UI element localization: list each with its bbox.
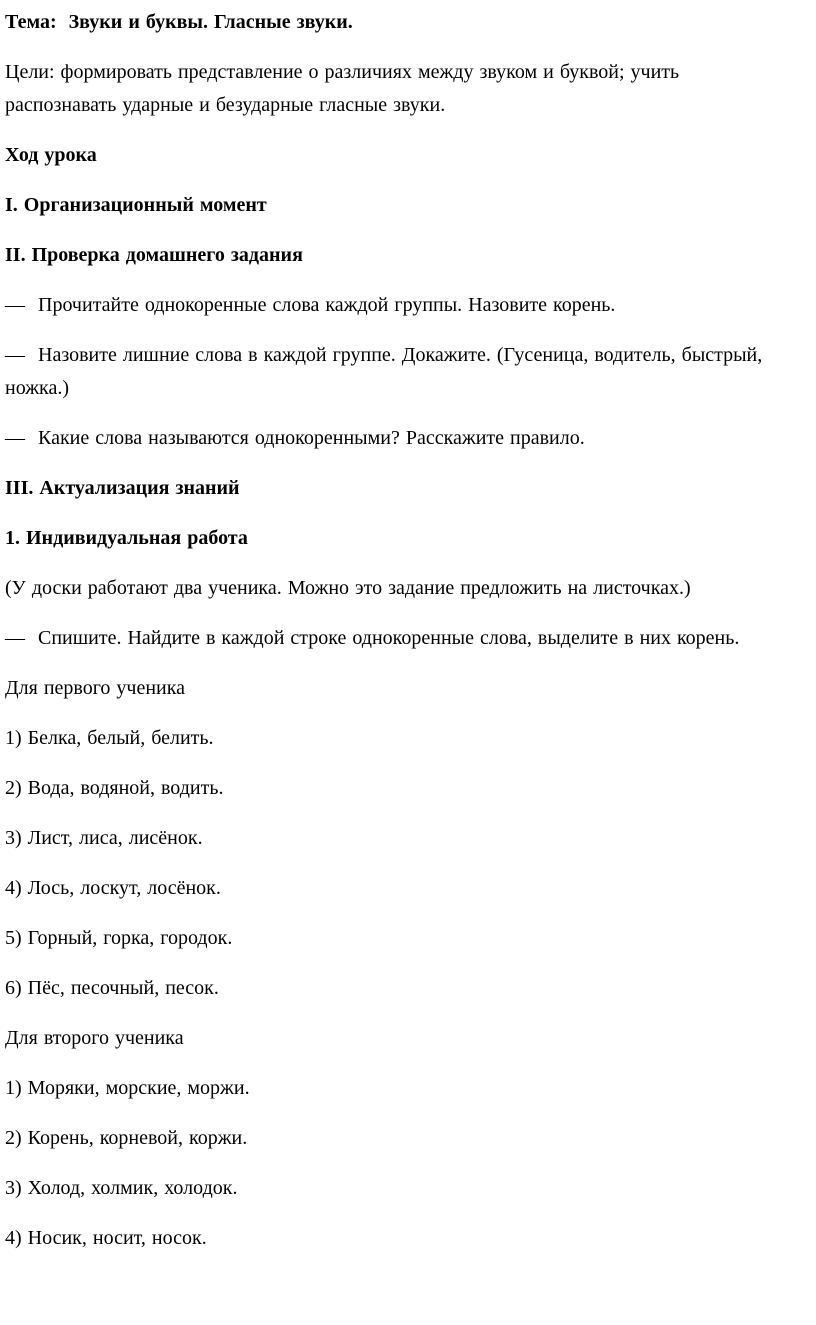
teacher-prompt-extra-words-text: Назовите лишние слова в каждой группе. Докажите. (Гусеница, водитель, быстрый, ножка.): [5, 344, 763, 399]
task-item-1-5-text: 5) Горный, горка, городок.: [5, 927, 233, 949]
teacher-prompt-copy-task: [5, 622, 772, 655]
task-item-2-2-text: 2) Корень, корневой, коржи.: [5, 1127, 248, 1149]
lesson-goals: [5, 56, 772, 122]
heading-individual-work: [5, 522, 772, 555]
lesson-topic: [5, 6, 772, 39]
task-item-1-1-text: 1) Белка, белый, белить.: [5, 727, 214, 749]
task-item-1-6: [5, 972, 772, 1005]
heading-knowledge-actualization-text: III. Актуализация знаний: [5, 477, 240, 499]
teacher-prompt-copy-task-text: Спишите. Найдите в каждой строке однокоренные слова, выделите в них корень.: [38, 627, 740, 649]
task-item-1-4-text: 4) Лось, лоскут, лосёнок.: [5, 877, 221, 899]
em-dash: —: [5, 344, 25, 366]
task-item-2-2: [5, 1122, 772, 1155]
task-item-1-3: [5, 822, 772, 855]
task-item-2-1-text: 1) Моряки, морские, моржи.: [5, 1077, 250, 1099]
heading-organizational-moment: [5, 189, 772, 222]
task-item-2-3: [5, 1172, 772, 1205]
heading-knowledge-actualization: [5, 472, 772, 505]
teacher-prompt-read-cognates-text: Прочитайте однокоренные слова каждой группы. Назовите корень.: [38, 294, 616, 316]
note-two-students-text: (У доски работают два ученика. Можно это задание предложить на листочках.): [5, 577, 691, 599]
lesson-topic-text: Тема: Звуки и буквы. Гласные звуки.: [5, 11, 353, 33]
teacher-prompt-cognate-rule: [5, 422, 772, 455]
task-item-1-6-text: 6) Пёс, песочный, песок.: [5, 977, 219, 999]
lesson-goals-text: Цели: формировать представление о различиях между звуком и буквой; учить распознавать ударные и безударные гласные звуки.: [5, 61, 680, 116]
em-dash: —: [5, 427, 25, 449]
heading-lesson-course-text: Ход урока: [5, 144, 97, 166]
em-dash: —: [5, 294, 25, 316]
note-two-students: [5, 572, 772, 605]
heading-individual-work-text: 1. Индивидуальная работа: [5, 527, 248, 549]
teacher-prompt-cognate-rule-text: Какие слова называются однокоренными? Расскажите правило.: [38, 427, 585, 449]
heading-homework-check-text: II. Проверка домашнего задания: [5, 244, 303, 266]
task-item-1-2: [5, 772, 772, 805]
task-item-2-1: [5, 1072, 772, 1105]
label-first-student-text: Для первого ученика: [5, 677, 186, 699]
task-item-1-2-text: 2) Вода, водяной, водить.: [5, 777, 224, 799]
task-item-2-3-text: 3) Холод, холмик, холодок.: [5, 1177, 238, 1199]
heading-organizational-moment-text: I. Организационный момент: [5, 194, 267, 216]
heading-homework-check: [5, 239, 772, 272]
teacher-prompt-read-cognates: [5, 289, 772, 322]
task-item-1-3-text: 3) Лист, лиса, лисёнок.: [5, 827, 203, 849]
task-item-1-1: [5, 722, 772, 755]
task-item-1-4: [5, 872, 772, 905]
label-second-student: [5, 1022, 772, 1055]
task-item-2-4: [5, 1222, 772, 1255]
teacher-prompt-extra-words: [5, 339, 772, 405]
task-item-1-5: [5, 922, 772, 955]
label-second-student-text: Для второго ученика: [5, 1027, 184, 1049]
em-dash: —: [5, 627, 25, 649]
heading-lesson-course: [5, 139, 772, 172]
label-first-student: [5, 672, 772, 705]
task-item-2-4-text: 4) Носик, носит, носок.: [5, 1227, 207, 1249]
